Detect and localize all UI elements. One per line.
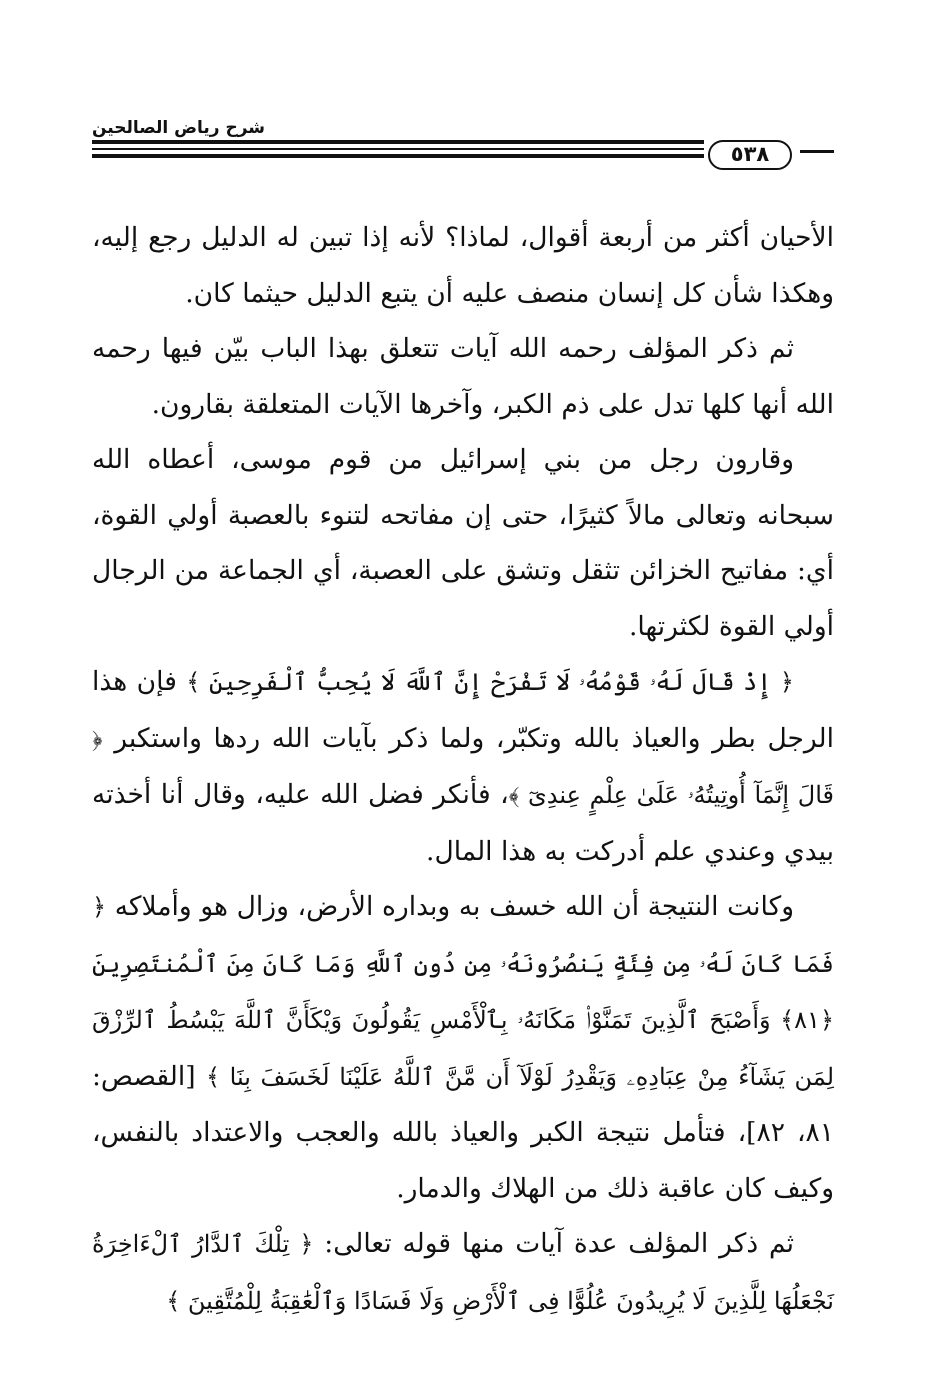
header-rule-thin: [92, 148, 704, 150]
page-number: ٥٣٨: [708, 140, 792, 170]
paragraph-4-text-1: فإن هذا الرجل بطر والعياذ بالله وتكبّر، ولما ذكر بآيات الله ردها واستكبر: [92, 666, 834, 754]
quran-quote-4: ﴿ تِلْكَ ٱلدَّارُ ٱلْءَاخِرَةُ نَجْعَلُهَا لِلَّذِينَ لَا يُرِيدُونَ عُلُوًّا فِى ٱلْأَرْضِ وَلَا فَسَادًا وَٱلْعَٰقِبَةُ لِلْمُتَّقِينَ ﴾: [92, 1230, 834, 1315]
surah-reference: [القصص: ٨١، ٨٢]: [92, 1060, 834, 1148]
paragraph-6: [92, 1216, 834, 1329]
header-rule-right: [800, 150, 834, 153]
page-header: [92, 112, 834, 178]
paragraph-4: [92, 654, 834, 879]
paragraph-5: [92, 879, 834, 1216]
paragraph-1: الأحيان أكثر من أربعة أقوال، لماذا؟ لأنه إذا تبين له الدليل رجع إليه، وهكذا شأن كل إنسان منصف عليه أن يتبع الدليل حيثما كان.: [92, 222, 834, 309]
paragraph-6-text: ثم ذكر المؤلف عدة آيات منها قوله تعالى:: [313, 1228, 795, 1259]
book-title: شرح رياض الصالحين: [92, 118, 266, 138]
quran-quote-3: ﴿ فَمَا كَانَ لَهُۥ مِن فِئَةٍ يَنصُرُونَهُۥ مِن دُونِ ٱللَّهِ وَمَا كَانَ مِنَ ٱلْمُنتَصِرِينَ ﴿٨١﴾ وَأَصْبَحَ ٱلَّذِينَ تَمَنَّوْا۟ مَكَانَهُۥ بِٱلْأَمْسِ يَقُولُونَ وَيْكَأَنَّ ٱللَّهَ يَبْسُطُ ٱلرِّزْقَ لِمَن يَشَآءُ مِنْ عِبَادِهِۦ وَيَقْدِرُ لَوْلَآ أَن مَّنَّ ٱللَّهُ عَلَيْنَا لَخَسَفَ بِنَا ﴾: [92, 893, 835, 1091]
quran-quote-2: ﴿ قَالَ إِنَّمَآ أُوتِيتُهُۥ عَلَىٰ عِلْمٍ عِندِىٓ ﴾: [92, 724, 834, 809]
paragraph-5-text-1: وكانت النتيجة أن الله خسف به وبداره الأرض، وزال هو وأملاكه: [106, 891, 794, 922]
paragraph-3: وقارون رجل من بني إسرائيل من قوم موسى، أعطاه الله سبحانه وتعالى مالاً كثيرًا، حتى إن مفاتحه لتنوء بالعصبة أولي القوة، أي: مفاتيح الخزائن تثقل وتشق على العصبة، أي الجماعة من الرجال أولي القوة لكثرتها.: [92, 444, 834, 642]
paragraph-2: ثم ذكر المؤلف رحمه الله آيات تتعلق بهذا الباب بيّن فيها رحمه الله أنها كلها تدل على ذم الكبر، وآخرها الآيات المتعلقة بقارون.: [92, 333, 834, 420]
paragraph-5-text-2: ، فتأمل نتيجة الكبر والعياذ بالله والعجب والاعتداد بالنفس، وكيف كان عاقبة ذلك من الهلاك والدمار.: [92, 1117, 834, 1204]
page-body: [92, 210, 834, 1329]
header-rule-thick-lower: [92, 154, 704, 158]
quran-quote-1: ﴿ إِذْ قَالَ لَهُۥ قَوْمُهُۥ لَا تَفْرَحْ إِنَّ ٱللَّهَ لَا يُحِبُّ ٱلْفَرِحِينَ ﴾: [186, 668, 794, 696]
paragraph-4-text-2: ، فأنكر فضل الله عليه، وقال أنا أخذته بيدي وعندي علم أدركت به هذا المال.: [92, 779, 834, 867]
header-rule-thick: [92, 140, 704, 144]
